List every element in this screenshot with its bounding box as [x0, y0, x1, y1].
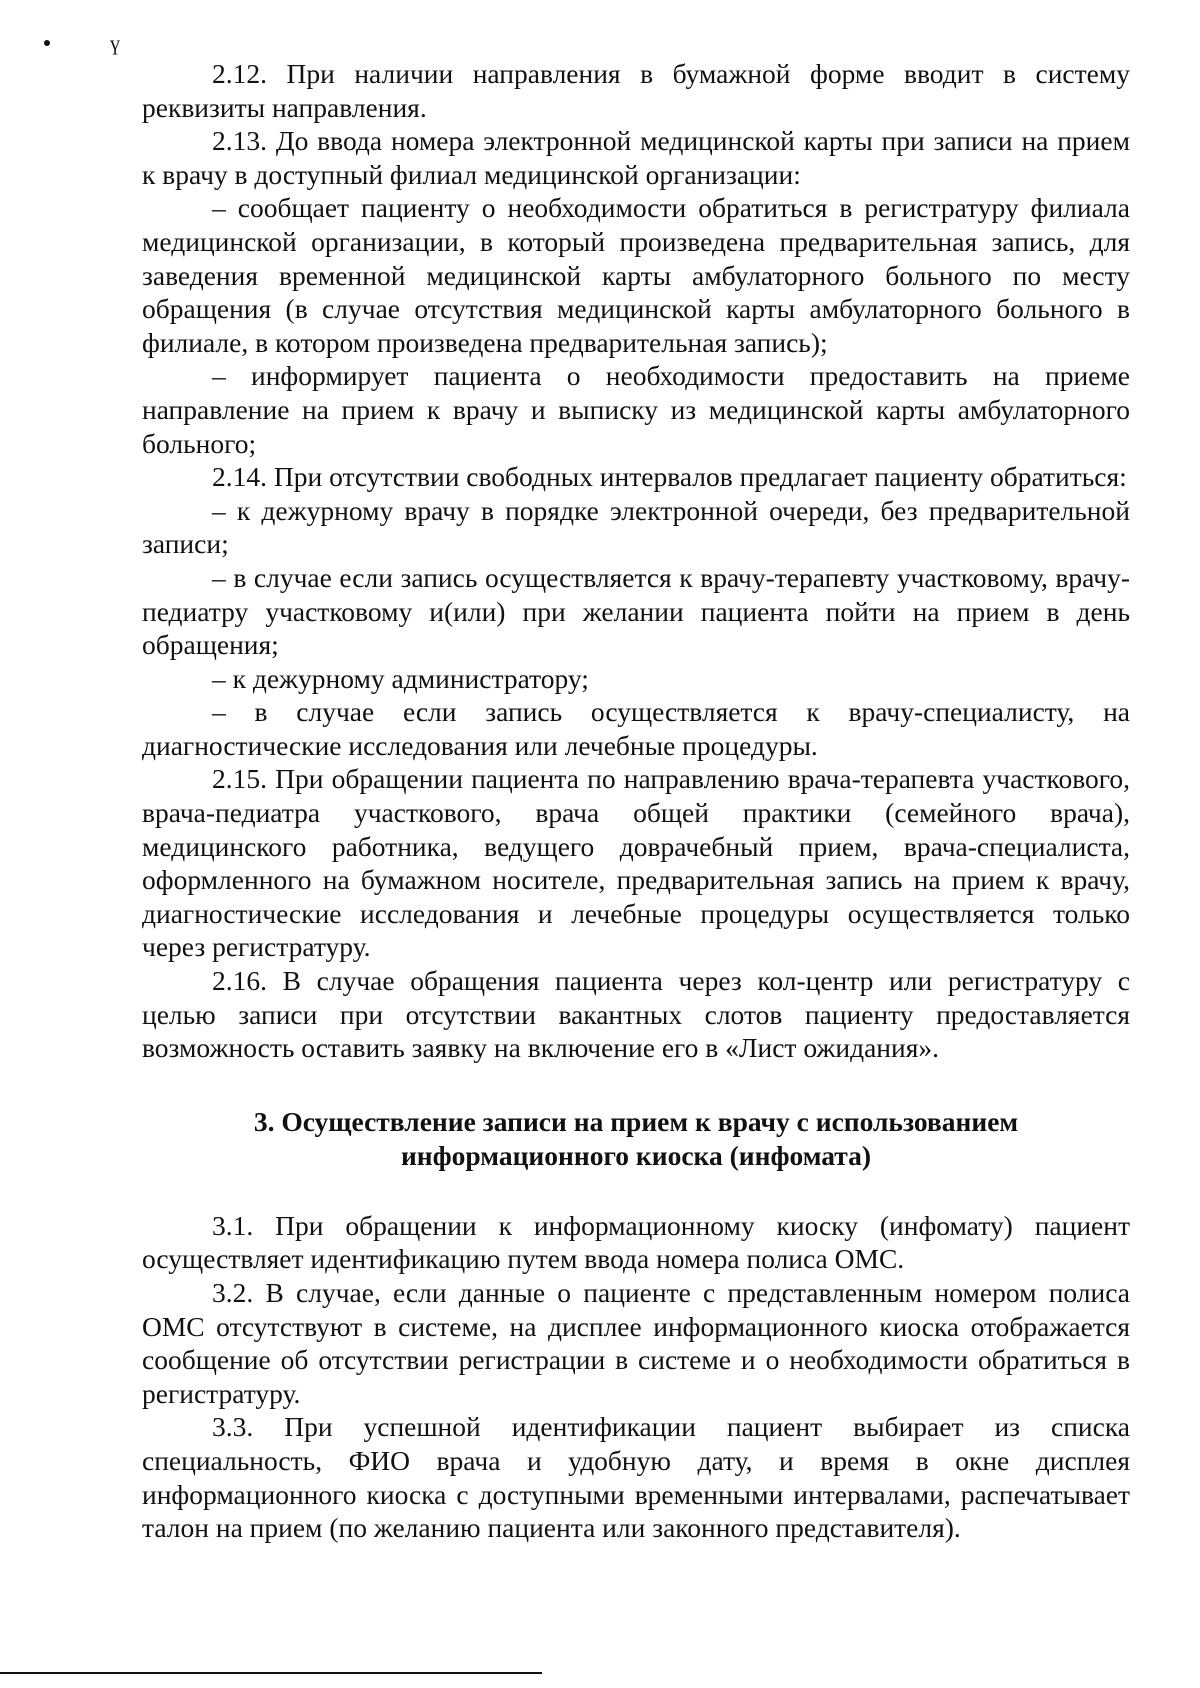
paragraph-2-13-item-2: – информирует пациента о необходимости предоставить на приеме направление на прием к врачу и выписку из медицинской карты амбулаторного больного;	[142, 360, 1130, 459]
paragraph-2-12: 2.12. При наличии направления в бумажной форме вводит в систему реквизиты направления.	[142, 58, 1130, 123]
paragraph-2-14: 2.14. При отсутствии свободных интервалов предлагает пациенту обратиться:	[212, 461, 1127, 493]
scan-glyph-mark: ү	[110, 33, 120, 55]
paragraph-3-1: 3.1. При обращении к информационному киоску (инфомату) пациент осуществляет идентификацию путем ввода номера полиса ОМС.	[142, 1209, 1130, 1275]
scan-dot-mark	[44, 40, 50, 46]
paragraph-2-13: 2.13. До ввода номера электронной медицинской карты при записи на прием к врачу в доступный филиал медицинской организации:	[142, 125, 1130, 190]
document-body	[142, 57, 1130, 1545]
paragraph-2-14-item-1: – к дежурному врачу в порядке электронной очереди, без предварительной записи;	[142, 494, 1130, 560]
paragraph-3-3: 3.3. При успешной идентификации пациент выбирает из списка специальность, ФИО врача и удобную дату, и время в окне дисплея информационного киоска с доступными временными интервалами, распечатывает талон на прием (по желанию пациента или законного представителя).	[142, 1411, 1130, 1544]
paragraph-2-13-item-1: – сообщает пациенту о необходимости обратиться в регистратуру филиала медицинской организации, в который произведена предварительная запись, для заведения временной медицинской карты амбулаторного больного по месту обращения (в случае отсутствия медицинской карты амбулаторного больного в филиале, в котором произведена предварительная запись);	[142, 192, 1130, 358]
paragraph-3-2: 3.2. В случае, если данные о пациенте с представленным номером полиса ОМС отсутствуют в системе, на дисплее информационного киоска отображается сообщение об отсутствии регистрации в системе и о необходимости обратиться в регистратуру.	[142, 1277, 1130, 1409]
footnote-separator-line	[0, 1672, 542, 1674]
paragraph-2-14-item-3: – к дежурному администратору;	[212, 662, 589, 694]
paragraph-2-15: 2.15. При обращении пациента по направлению врача-терапевта участкового, врача-педиатра участкового, врача общей практики (семейного врача), медицинского работника, ведущего доврачебный прием, врача-специалиста, оформленного на бумажном носителе, предварительная запись на прием к врачу, диагностические исследования и лечебные процедуры осуществляется только через регистратуру.	[142, 763, 1130, 963]
paragraph-2-14-item-4: – в случае если запись осуществляется к врачу-специалисту, на диагностические исследования или лечебные процедуры.	[142, 696, 1130, 761]
paragraph-2-14-item-2: – в случае если запись осуществляется к врачу-терапевту участковому, врачу-педиатру участковому и(или) при желании пациента пойти на прием в день обращения;	[142, 561, 1130, 661]
section-3-heading: 3. Осуществление записи на прием к врачу с использованием информационного киоска (инфомата)	[253, 1105, 1019, 1171]
paragraph-2-16: 2.16. В случае обращения пациента через кол-центр или регистратуру с целью записи при отсутствии вакантных слотов пациенту предоставляется возможность оставить заявку на включение его в «Лист ожидания».	[142, 965, 1130, 1064]
